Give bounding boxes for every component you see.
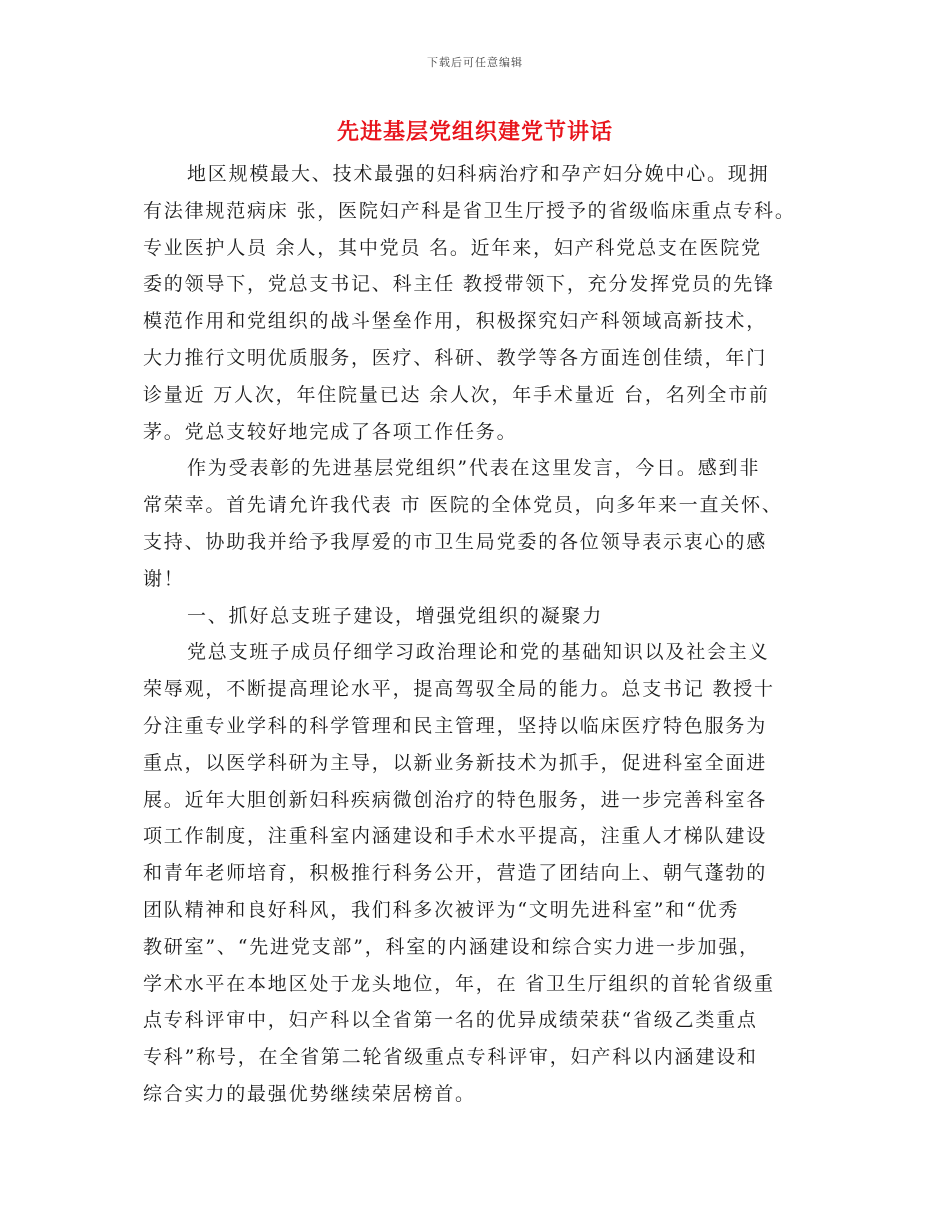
text-line: 分注重专业学科的科学管理和民主管理，坚持以临床医疗特色服务为 [143, 714, 768, 737]
text-line: 和青年老师培育，积极推行科务公开，营造了团结向上、朝气蓬勃的 [143, 862, 768, 885]
text-line: 支持、协助我并给予我厚爱的市卫生局党委的各位领导表示衷心的感 [143, 530, 768, 553]
text-line: 作为受表彰的先进基层党组织”代表在这里发言，今日。感到非 [187, 457, 761, 480]
text-line: 专科”称号，在全省第二轮省级重点专科评审，妇产科以内涵建设和 [143, 1046, 758, 1069]
text-line: 大力推行文明优质服务，医疗、科研、教学等各方面连创佳绩，年门 [143, 346, 768, 369]
text-line: 茅。党总支较好地完成了各项工作任务。 [143, 420, 518, 443]
text-line: 地区规模最大、技术最强的妇科病治疗和孕产妇分娩中心。现拥 [187, 163, 770, 185]
body-text [143, 156, 813, 1113]
text-line: 一、抓好总支班子建设，增强党组织的凝聚力 [187, 604, 604, 627]
text-line: 荣辱观，不断提高理论水平，提高驾驭全局的能力。总支书记 教授十 [143, 678, 775, 701]
text-line: 综合实力的最强优势继续荣居榜首。 [143, 1082, 476, 1105]
text-line: 谢！ [143, 567, 185, 590]
text-line: 点专科评审中，妇产科以全省第一名的优异成绩荣获“省级乙类重点 [143, 1009, 758, 1032]
text-line: 展。近年大胆创新妇科疾病微创治疗的特色服务，进一步完善科室各 [143, 788, 768, 811]
header-note: 下载后可任意编辑 [427, 56, 523, 69]
text-line: 党总支班子成员仔细学习政治理论和党的基础知识以及社会主义 [187, 641, 770, 664]
text-line: 团队精神和良好科风，我们科多次被评为“文明先进科室”和“优秀 [143, 898, 740, 921]
text-line: 学术水平在本地区处于龙头地位，年，在 省卫生厅组织的首轮省级重 [143, 972, 775, 995]
text-line: 常荣幸。首先请允许我代表 市 医院的全体党员，向多年来一直关怀、 [143, 494, 783, 517]
text-line: 项工作制度，注重科室内涵建设和手术水平提高，注重人才梯队建设 [143, 825, 768, 848]
text-line: 模范作用和党组织的战斗堡垒作用，积极探究妇产科领域高新技术， [143, 310, 768, 333]
page-title: 先进基层党组织建党节讲话 [336, 120, 613, 145]
text-line: 专业医护人员 余人，其中党员 名。近年来，妇产科党总支在医院党 [143, 236, 762, 259]
text-line: 重点，以医学科研为主导，以新业务新技术为抓手，促进科室全面进 [143, 751, 768, 774]
text-line: 有法律规范病床 张，医院妇产科是省卫生厅授予的省级临床重点专科。 [143, 199, 796, 222]
text-line: 教研室”、“先进党支部”，科室的内涵建设和综合实力进一步加强， [143, 935, 760, 958]
text-line: 委的领导下，党总支书记、科主任 教授带领下，充分发挥党员的先锋 [143, 273, 775, 296]
text-line: 诊量近 万人次，年住院量已达 余人次，年手术量近 台，名列全市前 [143, 383, 770, 406]
